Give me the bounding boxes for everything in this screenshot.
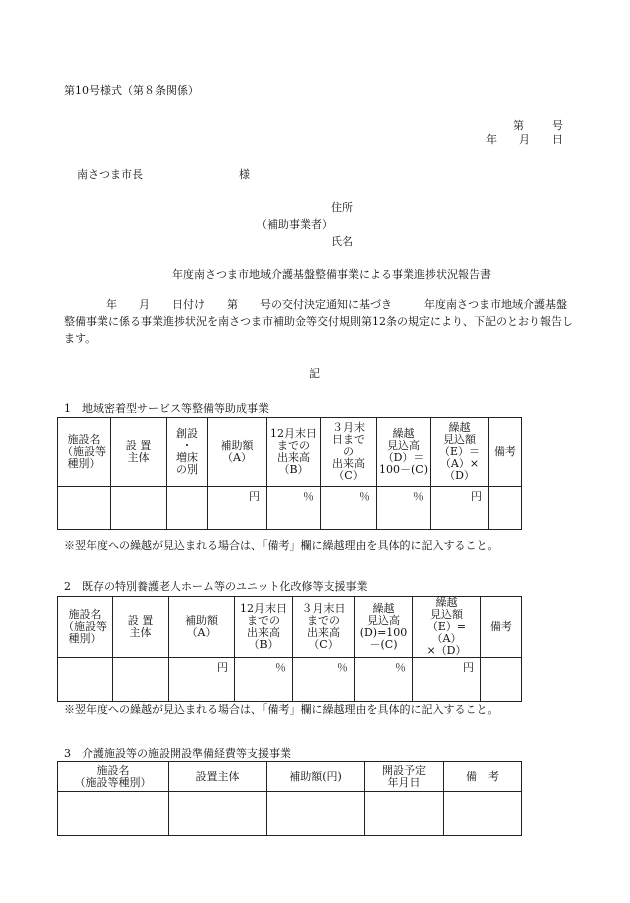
s3-header-remarks: 備 考 [444,762,522,792]
s2-cell-carryover-amount[interactable]: 円 [413,658,481,702]
s2-header-mar-progress: ３月末日 までの 出来高 （C） [293,597,355,658]
s1-header-dec-progress: 12月末日 までの 出来高 （B） [267,418,321,487]
document-title: 年度南さつま市地域介護基盤整備事業による事業進捗状況報告書 [172,268,491,281]
s1-cell-carryover-rate[interactable]: ％ [377,487,431,530]
s1-header-operator: 設 置 主体 [111,418,167,487]
date-year: 年 [486,133,497,146]
doc-number-dai: 第 [513,119,524,132]
s1-cell-dec-progress[interactable]: ％ [267,487,321,530]
s3-cell-remarks[interactable] [444,792,522,836]
s2-cell-dec-progress[interactable]: ％ [235,658,293,702]
section1-table [57,417,522,530]
ki-marker: 記 [309,367,320,380]
s2-cell-carryover-rate[interactable]: ％ [355,658,413,702]
s3-cell-operator[interactable] [169,792,267,836]
date-month: 月 [519,133,530,146]
s2-header-remarks: 備考 [481,597,522,658]
body-text [64,296,574,347]
s2-cell-subsidy[interactable]: 円 [169,658,235,702]
s2-header-facility: 施設名 （施設等 種別） [58,597,113,658]
body-dai: 第 [227,298,238,311]
s3-cell-opening-date[interactable] [365,792,444,836]
section1-title: 1 地域密着型サービス等整備等助成事業 [64,402,269,415]
section2-title: 2 既存の特別養護老人ホーム等のユニット化改修等支援事業 [64,580,368,593]
body-rest: 号の交付決定通知に基づき [260,298,392,311]
date-day: 日 [552,133,563,146]
s3-header-opening-date: 開設予定 年月日 [365,762,444,792]
s1-cell-remarks[interactable] [489,487,522,530]
s2-header-carryover-rate: 繰越 見込高 (D)=100 －(C) [355,597,413,658]
s1-header-facility: 施設名 （施設等 種別） [58,418,111,487]
s1-header-type: 創設 ・ 増床 の別 [167,418,208,487]
document-date [486,131,563,147]
s2-header-operator: 設 置 主体 [113,597,169,658]
body-date-suffix: 日付け [172,298,205,311]
section3-title: 3 介護施設等の施設開設準備経費等支援事業 [64,747,291,760]
section2-table [57,596,522,702]
applicant-name-label: 氏名 [331,235,353,248]
s1-header-remarks: 備考 [489,418,522,487]
s1-header-carryover-amount: 繰越 見込額 （E）＝ （A）× （D） [431,418,489,487]
addressee [77,166,250,182]
s2-header-subsidy: 補助額 （A） [169,597,235,658]
s2-header-dec-progress: 12月末日 までの 出来高 （B） [235,597,293,658]
s3-header-subsidy: 補助額(円) [267,762,365,792]
body-year: 年 [106,298,117,311]
applicant-address-label: 住所 [331,201,353,214]
s1-cell-facility[interactable] [58,487,111,530]
s1-cell-mar-progress[interactable]: ％ [321,487,377,530]
body-month: 月 [139,298,150,311]
s1-header-mar-progress: ３月末 日まで の 出来高 （C） [321,418,377,487]
s1-cell-subsidy[interactable]: 円 [208,487,267,530]
s2-cell-facility[interactable] [58,658,113,702]
addressee-honorific: 様 [239,168,250,181]
s1-cell-type[interactable] [167,487,208,530]
s2-cell-remarks[interactable] [481,658,522,702]
s2-cell-mar-progress[interactable]: ％ [293,658,355,702]
s3-cell-subsidy[interactable] [267,792,365,836]
s1-header-carryover-rate: 繰越 見込高 （D）＝ 100－(C) [377,418,431,487]
section1-note: ※翌年度への繰越が見込まれる場合は、「備考」欄に繰越理由を具体的に記入すること。 [64,539,499,552]
addressee-office: 南さつま市長 [77,168,143,181]
s1-cell-carryover-amount[interactable]: 円 [431,487,489,530]
form-number: 第10号様式（第８条関係） [64,84,199,97]
s3-cell-facility[interactable] [58,792,169,836]
s2-cell-operator[interactable] [113,658,169,702]
section2-note: ※翌年度への繰越が見込まれる場合は、「備考」欄に繰越理由を具体的に記入すること。 [64,703,499,716]
s3-header-facility: 施設名 （施設等種別） [58,762,169,792]
s3-header-operator: 設置主体 [169,762,267,792]
applicant-role-label: （補助事業者） [256,218,333,231]
s1-header-subsidy: 補助額 （A） [208,418,267,487]
s1-cell-operator[interactable] [111,487,167,530]
doc-number-go: 号 [552,119,563,132]
body-rest2: 年度南さつま市地域介護基盤整備事業に係る事業進捗状況を南さつま市補助金等交付規則第12条の規定により、下記のとおり報告します。 [64,298,573,345]
s2-header-carryover-amount: 繰越 見込額 （E）=（A） ×（D） [413,597,481,658]
section3-table [57,761,522,836]
